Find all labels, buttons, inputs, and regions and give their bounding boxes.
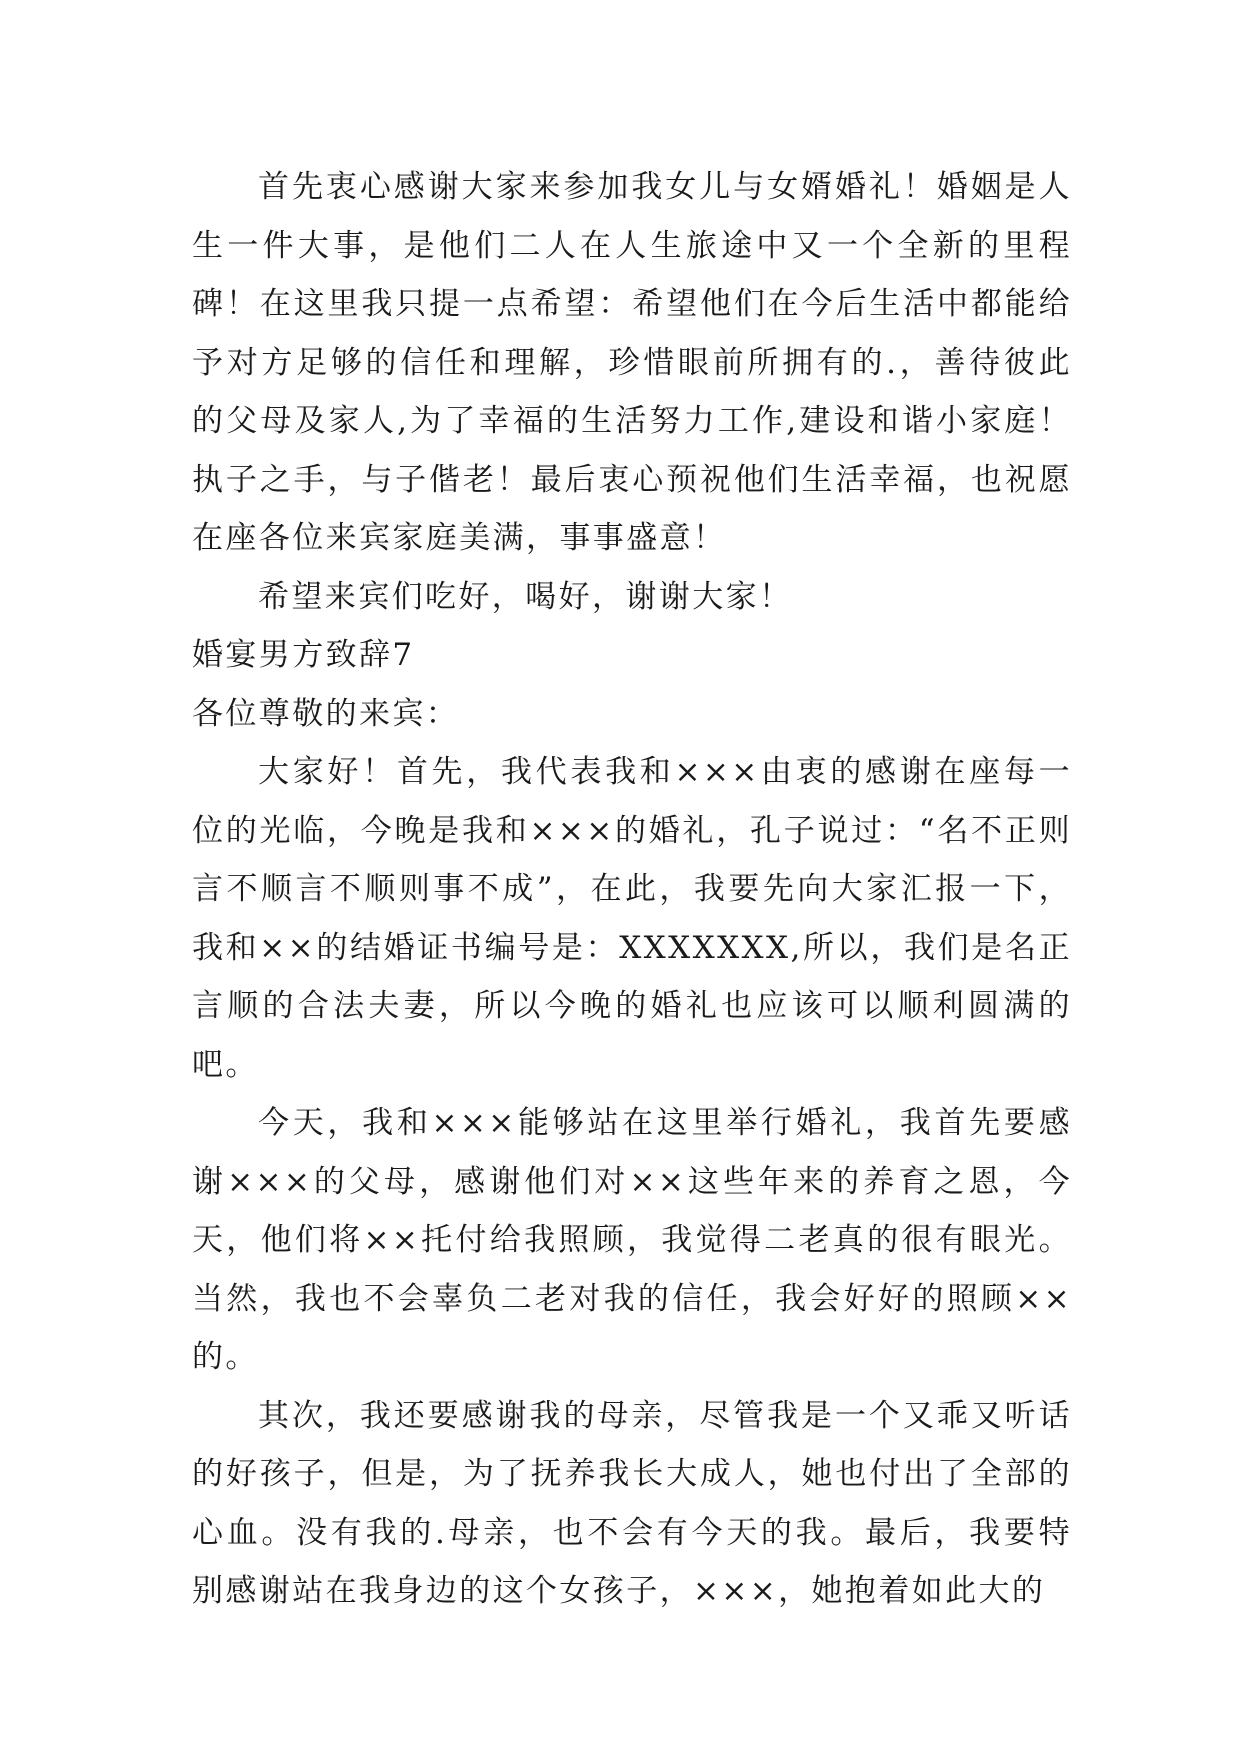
paragraph-thanks-wedding: 首先衷心感谢大家来参加我女儿与女婿婚礼！婚姻是人生一件大事，是他们二人在人生旅途中又一个全新的里程碑！在这里我只提一点希望：希望他们在今后生活中都能给予对方足够的信任和理解，珍惜眼前所拥有的.，善待彼此的父母及家人,为了幸福的生活努力工作,建设和谐小家庭！执子之手，与子偕老！最后衷心预祝他们生活幸福，也祝愿在座各位来宾家庭美满，事事盛意！ bbox=[192, 169, 1072, 556]
paragraph-greeting: 大家好！首先，我代表我和×××由衷的感谢在座每一位的光临，今晚是我和×××的婚礼，孔子说过：“名不正则言不顺言不顺则事不成”，在此，我要先向大家汇报一下，我和××的结婚证书编号是：XXXXXXX,所以，我们是名正言顺的合法夫妻，所以今晚的婚礼也应该可以顺利圆满的吧。 bbox=[192, 754, 1072, 1083]
paragraph-thanks-parents: 今天，我和×××能够站在这里举行婚礼，我首先要感谢×××的父母，感谢他们对××这些年来的养育之恩，今天，他们将××托付给我照顾，我觉得二老真的很有眼光。当然，我也不会辜负二老对我的信任，我会好好的照顾××的。 bbox=[192, 1105, 1072, 1375]
section-heading: 婚宴男方致辞7 bbox=[192, 637, 415, 673]
paragraph-thanks-mother: 其次，我还要感谢我的母亲，尽管我是一个又乖又听话的好孩子，但是，为了抚养我长大成人，她也付出了全部的心血。没有我的.母亲，也不会有今天的我。最后，我要特别感谢站在我身边的这个女孩子，×××，她抱着如此大的 bbox=[192, 1397, 1072, 1609]
document-page bbox=[192, 158, 1072, 1621]
salutation: 各位尊敬的来宾： bbox=[192, 695, 460, 732]
paragraph-closing-wish: 希望来宾们吃好，喝好，谢谢大家！ bbox=[258, 578, 793, 615]
